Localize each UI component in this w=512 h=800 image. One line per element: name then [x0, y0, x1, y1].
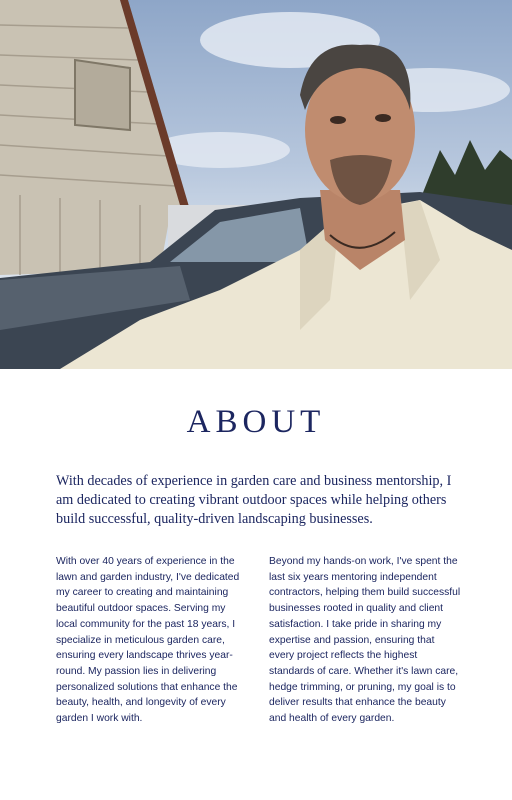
eye [330, 116, 346, 124]
body-paragraph-right: Beyond my hands-on work, I've spent the last six years mentoring independent contractors, helping them build successful businesses rooted in quality and client satisfaction. I take pride in sharing my expertise and passion, ensuring that every project reflects the highest standards of care. Whether it's lawn care, hedge trimming, or pruning, my goal is to deliver results that enhance the beauty and health of every garden. [269, 556, 461, 725]
barn-window [75, 60, 130, 130]
portrait-photo [0, 0, 512, 369]
portrait-illustration [0, 0, 512, 369]
body-paragraph-left: With over 40 years of experience in the lawn and garden industry, I've dedicated my career to creating and maintaining beautiful outdoor spaces. Serving my local community for the past 18 years, I specialize in meticulous garden care, ensuring every landscape thrives year-round. My passion lies in delivering personalized solutions that enhance the beauty, health, and longevity of every garden I work with. [56, 556, 240, 725]
eye [375, 114, 391, 122]
intro-paragraph: With decades of experience in garden care and business mentorship, I am dedicated to creating vibrant outdoor spaces while helping others build successful, quality-driven landscaping businesses. [56, 473, 452, 527]
barn-wall [0, 0, 185, 275]
page-title: ABOUT [186, 404, 326, 440]
